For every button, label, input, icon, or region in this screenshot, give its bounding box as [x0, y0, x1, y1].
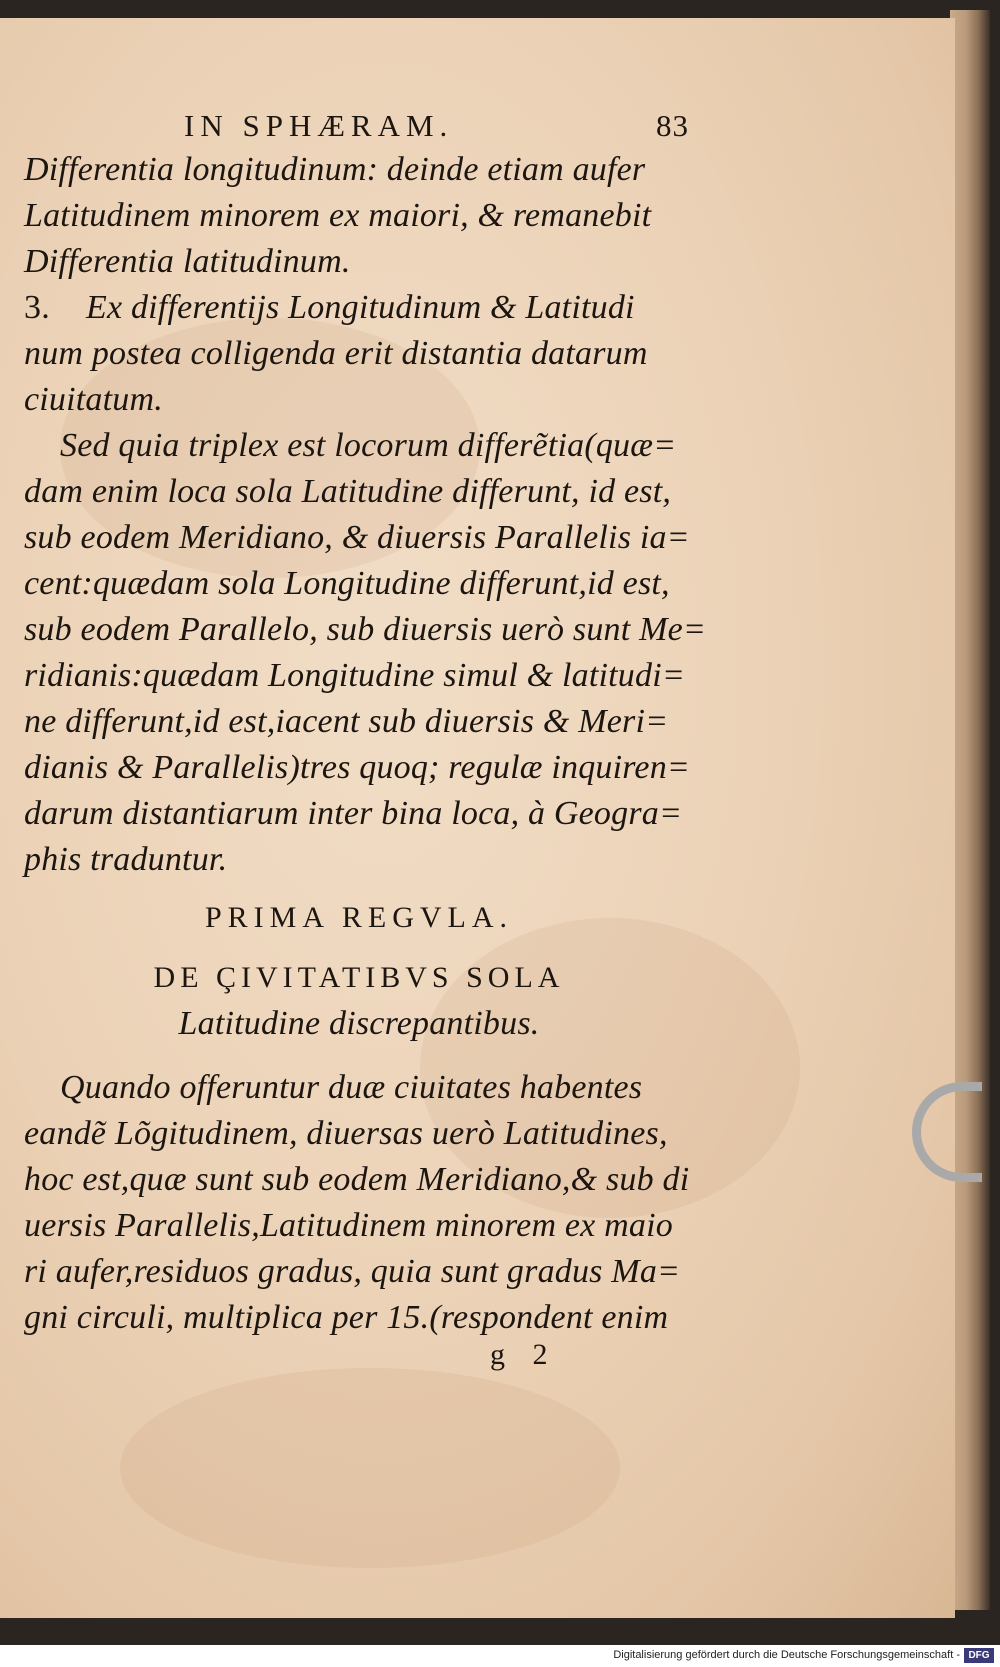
- funding-credit: Digitalisierung gefördert durch die Deutsche Forschungsgemeinschaft -: [613, 1649, 960, 1661]
- text-line: ne differunt,id est,iacent sub diuersis & Meri=: [24, 703, 669, 740]
- section-subtitle: Latitudine discrepantibus.: [178, 1005, 540, 1042]
- text-line: sub eodem Meridiano, & diuersis Parallelis ia=: [24, 519, 690, 556]
- text-line: Latitudinem minorem ex maiori, & remanebit: [24, 197, 652, 234]
- item-number: 3.: [24, 289, 50, 326]
- text-line: ri aufer,residuos gradus, quia sunt gradus Ma=: [24, 1253, 681, 1290]
- text-line: dam enim loca sola Latitudine differunt, id est,: [24, 473, 672, 510]
- text-line: Sed quia triplex est locorum differẽtia(quæ=: [60, 427, 677, 464]
- text-line: ridianis:quædam Longitudine simul & latitudi=: [24, 657, 685, 694]
- signature-mark: g 2: [490, 1338, 558, 1371]
- text-line: darum distantiarum inter bina loca, à Geogra=: [24, 795, 683, 832]
- page-text: [24, 95, 707, 1341]
- text-line: gni circuli, multiplica per 15.(respondent enim: [24, 1299, 669, 1336]
- page-header: [24, 95, 694, 147]
- paper-stain: [120, 1368, 620, 1568]
- text-line: Quando offeruntur duæ ciuitates habentes: [60, 1069, 643, 1106]
- text-line: eandẽ Lõgitudinem, diuersas uerò Latitudines,: [24, 1115, 668, 1152]
- text-line: Differentia longitudinum: deinde etiam aufer: [24, 151, 646, 188]
- running-head: IN SPHÆRAM.: [184, 108, 454, 143]
- text-line: hoc est,quæ sunt sub eodem Meridiano,& sub di: [24, 1161, 690, 1198]
- text-line: sub eodem Parallelo, sub diuersis uerò sunt Me=: [24, 611, 707, 648]
- text-span: Ex differentijs Longitudinum & Latitudi: [86, 289, 635, 326]
- footer-bar: [0, 1645, 1000, 1667]
- page-edge: [950, 10, 990, 1610]
- text-line: dianis & Parallelis)tres quoq; regulæ inquiren=: [24, 749, 691, 786]
- section-title: DE ÇIVITATIBVS SOLA: [153, 961, 565, 994]
- dfg-logo: DFG: [964, 1648, 994, 1663]
- text-line: [24, 285, 694, 331]
- text-line: uersis Parallelis,Latitudinem minorem ex maio: [24, 1207, 673, 1244]
- text-line: cent:quædam sola Longitudine differunt,id est,: [24, 565, 670, 602]
- text-line: phis traduntur.: [24, 841, 228, 878]
- section-heading: PRIMA REGVLA.: [204, 901, 514, 934]
- text-line: num postea colligenda erit distantia datarum: [24, 335, 648, 372]
- page-number: 83: [656, 108, 689, 143]
- text-line: ciuitatum.: [24, 381, 163, 418]
- text-line: Differentia latitudinum.: [24, 243, 351, 280]
